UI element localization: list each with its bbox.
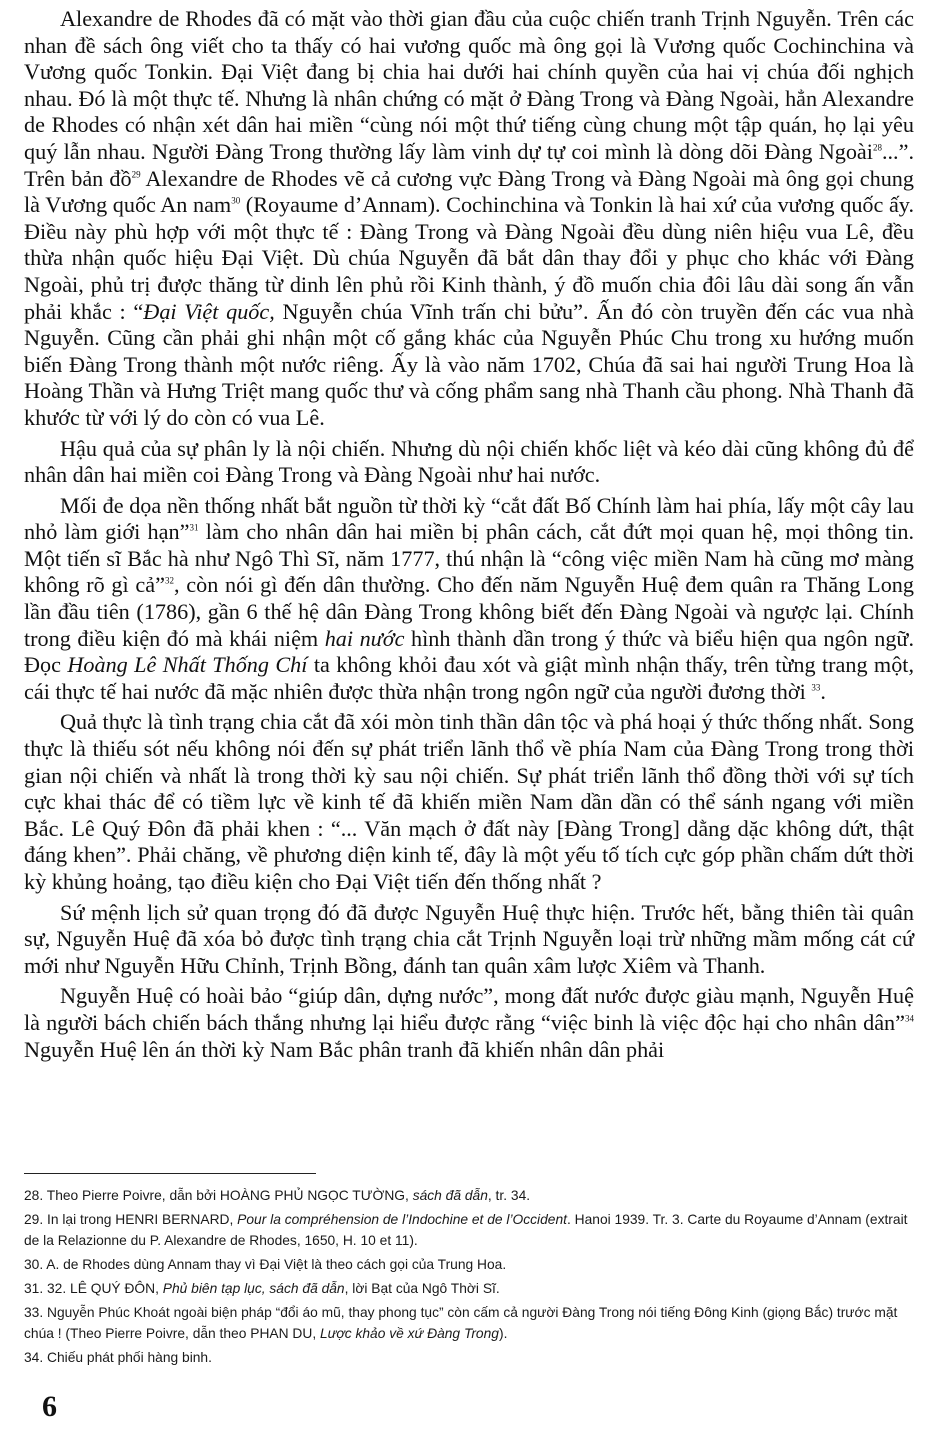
italic-text: Lược khảo về xứ Đàng Trong: [320, 1326, 499, 1341]
page-number: 6: [42, 1390, 57, 1423]
paragraph-text: (Royaume d’Annam). Cochinchina và Tonkin là hai xứ của vương quốc ấy. Điều này phù hợp với một thực tế : Đàng Trong và Đàng Ngoài đều dùng niên hiệu vua Lê, đều thừa nhận quốc hiệu Đại Việt. Dù chúa Nguyễn đã bắt dân thay đổi y phục cho khác với Đàng Ngoài, phủ trị được thăng từ dinh lên phủ rồi Kinh thành, ý đồ muốn chia đôi lâu dài song ấn vẫn phải khắc : “: [24, 192, 914, 324]
footnote-divider: [24, 1173, 316, 1174]
footnote-ref: 32: [164, 576, 174, 587]
paragraph-text: Alexandre de Rhodes vẽ cả cương vực Đàng Trong và Đàng Ngoài mà ông gọi chung là Vương quốc An nam: [24, 165, 914, 218]
paragraph-text: hình thành dần trong ý thức và biểu hiện qua ngôn ngữ. Đọc: [24, 625, 914, 678]
paragraph-text: ...”. Trên bản đồ: [24, 138, 914, 191]
footnote-34: 34. Chiếu phát phối hàng binh.: [24, 1350, 212, 1365]
footnote-ref: 34: [905, 1013, 914, 1024]
paragraph-text: Mối đe dọa nền thống nhất bắt nguồn từ thời kỳ “cắt đất Bố Chính làm hai phía, lấy một cây lau nhỏ làm giới hạn”: [24, 492, 914, 545]
footnote-33: [24, 1302, 914, 1344]
footnote-ref: 28: [872, 142, 882, 153]
footnote-text: , lời Bạt của Ngô Thời Sĩ.: [344, 1281, 500, 1296]
paragraph-text: .: [820, 678, 826, 704]
paragraph-5: Sứ mệnh lịch sử quan trọng đó đã được Nguyễn Huệ thực hiện. Trước hết, bằng thiên tài quân sự, Nguyễn Huệ đã xóa bỏ được tình trạng chia cắt Trịnh Nguyễn loại trừ những mầm mống cát cứ mới như Nguyễn Hữu Chỉnh, Trịnh Bồng, đánh tan quân xâm lược Xiêm và Thanh.: [24, 899, 914, 978]
footnote-ref: 33: [811, 682, 821, 693]
italic-text: hai nước: [324, 625, 405, 651]
paragraph-6: [24, 983, 914, 1063]
footnote-29: [24, 1209, 914, 1251]
paragraph-text: Nguyễn Huệ có hoài bảo “giúp dân, dựng nước”, mong đất nước được giàu mạnh, Nguyễn Huệ là người bách chiến bách thắng nhưng lại hiểu được rằng “việc binh là việc độc hại cho nhân dân”: [24, 983, 914, 1035]
footnote-ref: 31: [189, 522, 199, 533]
paragraph-4: Quả thực là tình trạng chia cắt đã xói mòn tinh thần dân tộc và phá hoại ý thức thống nhất. Song thực là thiếu sót nếu không nói đến sự phát triển lãnh thổ về phía Nam của Đàng Trong trong thời gian nội chiến và nhất là trong thời kỳ sau nội chiến. Sự phát triển lãnh thổ đồng thời với sự tích cực khai thác để có tiềm lực về kinh tế đã khiến miền Nam dần dần có thể sánh ngang với miền Bắc. Lê Quý Đôn đã phải khen : “... Văn mạch ở đất này [Đàng Trong] dằng dặc không dứt, thật đáng khen”. Phải chăng, về phương diện kinh tế, đây là một yếu tố tích cực góp phần chấm dứt thời kỳ khủng hoảng, tạo điều kiện cho Đại Việt tiến đến thống nhất ?: [24, 709, 914, 894]
paragraph-2: Hậu quả của sự phân ly là nội chiến. Nhưng dù nội chiến khốc liệt và kéo dài cũng không đủ để nhân dân hai miền coi Đàng Trong và Đàng Ngoài như hai nước.: [24, 435, 914, 488]
paragraph-text: , còn nói gì đến dân thường. Cho đến năm Nguyễn Huệ đem quân ra Thăng Long lần đầu tiên (1786), gần 6 thế hệ dân Đàng Trong không biết đến Đàng Ngoài và ngược lại. Chính trong điều kiện đó mà khái niệm: [24, 572, 914, 651]
italic-text: Phủ biên tạp lục, sách đã dẫn: [162, 1281, 345, 1296]
paragraph-text: ta không khỏi đau xót và giật mình nhận thấy, trên từng trang một, cái thực tế hai nước đã mặc nhiên được thừa nhận trong ngôn ngữ của người đương thời: [24, 652, 914, 704]
footnote-text: , tr. 34.: [487, 1188, 531, 1203]
footnote-text: 29. In lại trong HENRI BERNARD,: [24, 1212, 238, 1227]
paragraph-text: Nguyễn chúa Vĩnh trấn chi bửu”. Ấn đó còn truyền đến các vua nhà Nguyễn. Cũng cần phải ghi nhận một cố gắng khác của Nguyễn Phúc Chu trong xu hướng muốn biến Đàng Trong thành một nước riêng. Ấy là vào năm 1702, Chúa đã sai hai người Trung Hoa là Hoàng Thần và Hưng Triệt mang quốc thư và cống phẩm sang nhà Thanh cầu phong. Nhà Thanh đã khước từ với lý do còn có vua Lê.: [24, 298, 914, 430]
footnote-text: 28. Theo Pierre Poivre, dẫn bởi HOÀNG PHỦ NGỌC TƯỜNG,: [24, 1188, 413, 1203]
paragraph-1: [24, 6, 914, 432]
footnote-text: ).: [498, 1326, 508, 1341]
italic-text: sách đã dẫn: [412, 1188, 488, 1203]
footnotes: [24, 1185, 914, 1371]
footnote-30: 30. A. de Rhodes dùng Annam thay vì Đại Việt là theo cách gọi của Trung Hoa.: [24, 1257, 507, 1272]
footnote-text: 33. Nguyễn Phúc Khoát ngoài biện pháp “đổi áo mũ, thay phong tục” còn cấm cả người Đàng Trong nói tiếng Đông Kinh (giọng Bắc) trước mặt chúa ! (Theo Pierre Poivre, dẫn theo PHAN DU,: [24, 1305, 898, 1341]
book-title: Hoàng Lê Nhất Thống Chí: [67, 652, 308, 678]
footnote-31-32: [24, 1278, 914, 1299]
italic-text: Pour la compréhension de l’Indochine et de l’Occident: [237, 1212, 567, 1227]
footnote-28: [24, 1185, 914, 1206]
paragraph-3: [24, 493, 914, 706]
italic-text: Đại Việt quốc,: [143, 298, 275, 324]
footnote-ref: 30: [231, 195, 241, 206]
paragraph-text: Alexandre de Rhodes đã có mặt vào thời gian đầu của cuộc chiến tranh Trịnh Nguyễn. Trên các nhan đề sách ông viết cho ta thấy có hai vương quốc mà ông gọi là Vương quốc Cochinchina và Vương quốc Tonkin. Đại Việt đang bị chia hai dưới hai chính quyền của hai vị chúa đối nghịch nhau. Đó là một thực tế. Nhưng là nhân chứng có mặt ở Đàng Trong và Đàng Ngoài, hẳn Alexandre de Rhodes có nhận xét dân hai miền “cùng nói một thứ tiếng cùng chung một tập quán, họ lại yêu quý lẫn nhau. Người Đàng Trong thường lấy làm vinh dự tự coi mình là dòng dõi Đàng Ngoài: [24, 6, 914, 164]
main-text: [24, 6, 914, 1063]
footnote-text: . Hanoi 1939. Tr. 3. Carte du Royaume d’Annam (extrait de la Relazionne du P. Alexandre de Rhodes, 1650, H. 10 et 11).: [24, 1212, 908, 1248]
footnote-text: 31. 32. LÊ QUÝ ĐÔN,: [24, 1281, 163, 1296]
paragraph-text: làm cho nhân dân hai miền bị phân cách, cắt đứt mọi quan hệ, mọi thông tin. Một tiến sĩ Bắc hà như Ngô Thì Sĩ, năm 1777, thú nhận là “công việc miền Nam hà cũng mơ màng không rõ gì cả”: [24, 519, 914, 598]
paragraph-text: Nguyễn Huệ lên án thời kỳ Nam Bắc phân tranh đã khiến nhân dân phải: [24, 1036, 665, 1062]
footnote-ref: 29: [131, 169, 141, 180]
page-body: [24, 6, 914, 1067]
